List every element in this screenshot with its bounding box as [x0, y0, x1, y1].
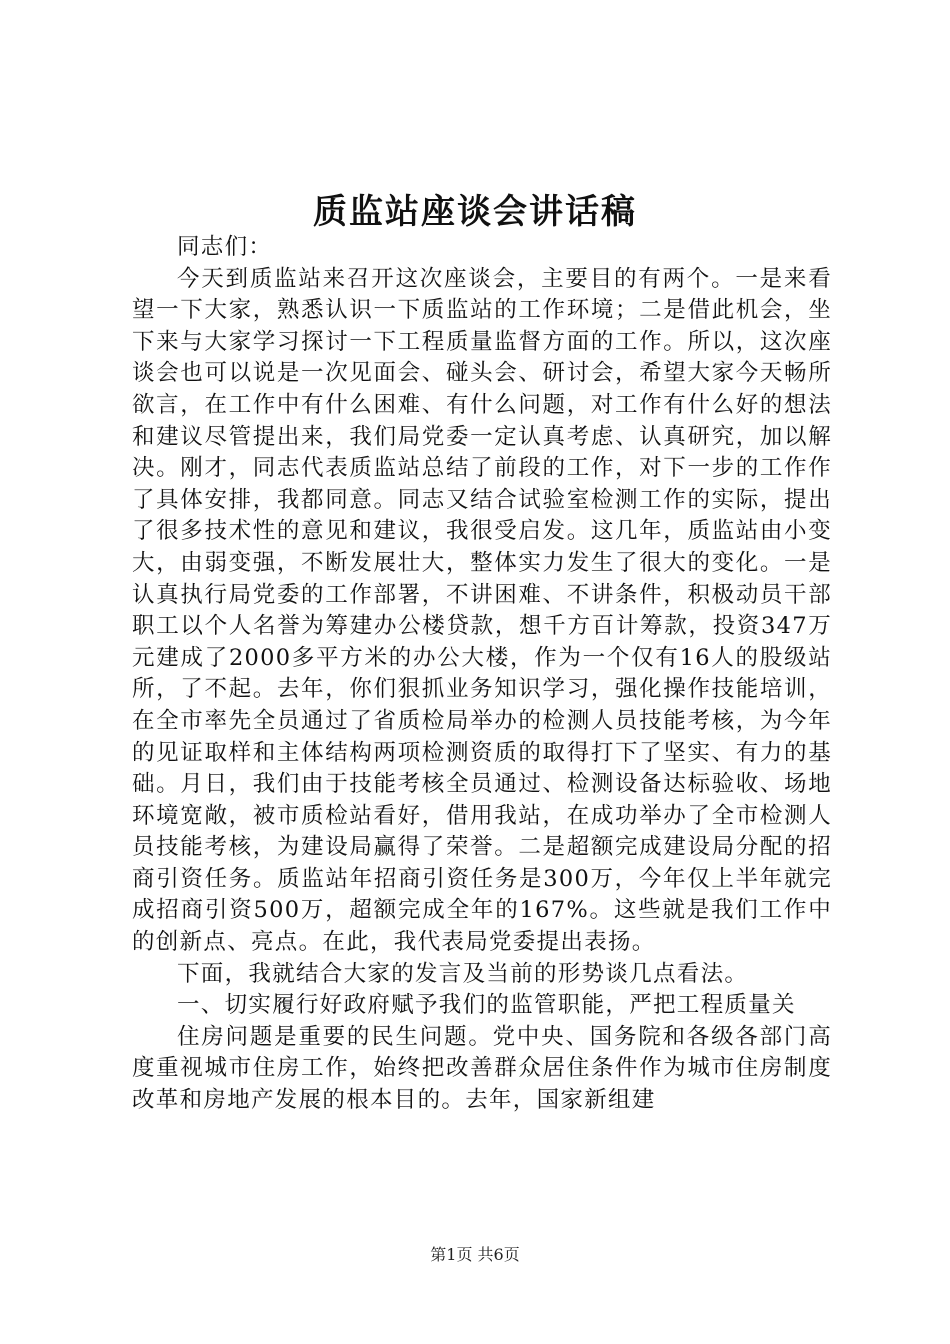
- salutation: 同志们：: [177, 234, 273, 260]
- section-heading-1: 一、切实履行好政府赋予我们的监管职能，严把工程质量关: [177, 992, 796, 1019]
- document-body: [132, 232, 832, 1117]
- document-title: 质监站座谈会讲话稿: [313, 192, 637, 232]
- paragraph-opening: 今天到质监站来召开这次座谈会，主要目的有两个。一是来看望一下大家，熟悉认识一下质监站的工作环境；二是借此机会，坐下来与大家学习探讨一下工程质量监督方面的工作。所以，这次座谈会也可以说是一次见面会、碰头会、研讨会，希望大家今天畅所欲言，在工作中有什么困难、有什么问题，对工作有什么好的想法和建议尽管提出来，我们局党委一定认真考虑、认真研究，加以解决。刚才，同志代表质监站总结了前段的工作，对下一步的工作作了具体安排，我都同意。同志又结合试验室检测工作的实际，提出了很多技术性的意见和建议，我很受启发。这几年，质监站由小变大，由弱变强，不断发展壮大，整体实力发生了很大的变化。一是认真执行局党委的工作部署，不讲困难、不讲条件，积极动员干部职工以个人名誉为筹建办公楼贷款，想千方百计筹款，投资347万元建成了2000多平方米的办公大楼，作为一个仅有16人的股级站所，了不起。去年，你们狠抓业务知识学习，强化操作技能培训，在全市率先全员通过了省质检局举办的检测人员技能考核，为今年的见证取样和主体结构两项检测资质的取得打下了坚实、有力的基础。月日，我们由于技能考核全员通过、检测设备达标验收、场地环境宽敞，被市质检站看好，借用我站，在成功举办了全市检测人员技能考核，为建设局赢得了荣誉。二是超额完成建设局分配的招商引资任务。质监站年招商引资任务是300万，今年仅上半年就完成招商引资500万，超额完成全年的167%。这些就是我们工作中的创新点、亮点。在此，我代表局党委提出表扬。: [132, 265, 832, 956]
- paragraph-housing: 住房问题是重要的民生问题。党中央、国务院和各级各部门高度重视城市住房工作，始终把改善群众居住条件作为城市住房制度改革和房地产发展的根本目的。去年，国家新组建: [132, 1023, 832, 1114]
- paragraph-transition: 下面，我就结合大家的发言及当前的形势谈几点看法。: [177, 960, 749, 987]
- page-number-footer: 第1页 共6页: [430, 1245, 520, 1264]
